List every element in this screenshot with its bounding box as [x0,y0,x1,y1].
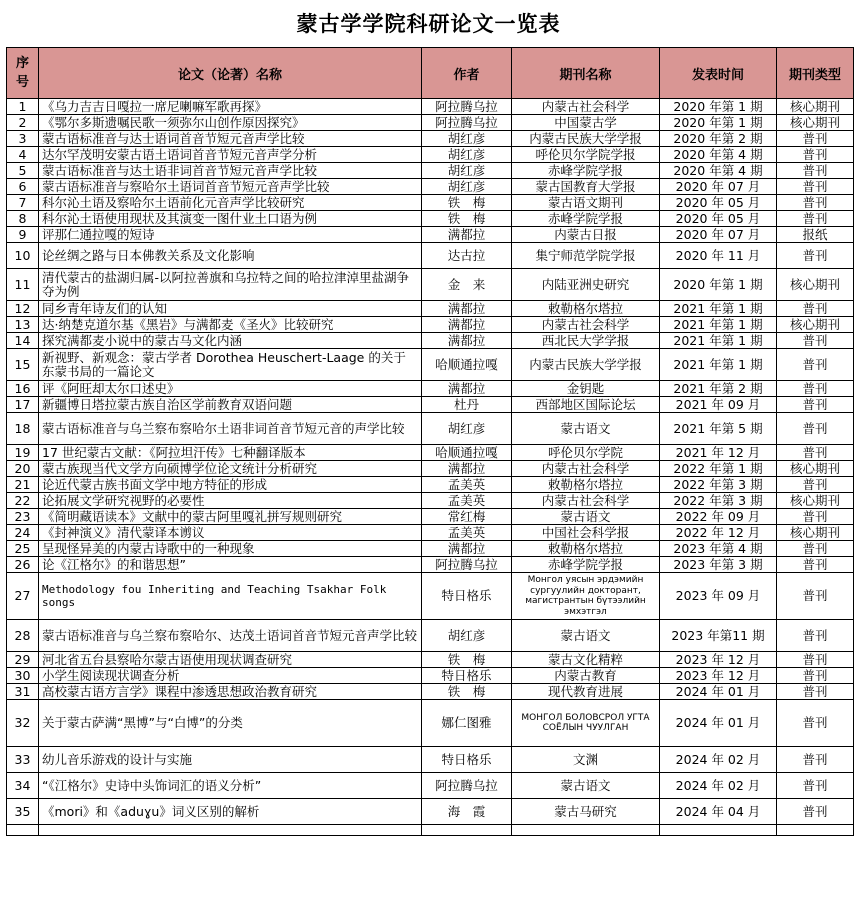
row-journal: Монгол уясын эрдэмийн сургуулийн докторант, магистрантын бүтээлийн эмхэтгэл [512,573,660,620]
row-type: 报纸 [777,227,854,243]
row-num: 2 [7,115,39,131]
table-row-empty [7,825,854,836]
row-num: 26 [7,557,39,573]
row-type: 普刊 [777,573,854,620]
row-num: 23 [7,509,39,525]
row-type: 核心期刊 [777,99,854,115]
table-row [7,477,854,493]
row-num: 7 [7,195,39,211]
row-date: 2023 年 12 月 [660,668,777,684]
row-type: 普刊 [777,684,854,700]
row-type: 普刊 [777,381,854,397]
row-type: 核心期刊 [777,115,854,131]
row-journal: 敕勒格尔塔拉 [512,477,660,493]
row-date: 2022 年 09 月 [660,509,777,525]
header-row [7,48,854,99]
row-title: Methodology fou Inheriting and Teaching Tsakhar Folk songs [39,573,422,620]
row-type: 普刊 [777,668,854,684]
row-author: 娜仁图雅 [422,700,512,747]
row-type: 普刊 [777,333,854,349]
row-journal: 赤峰学院学报 [512,163,660,179]
row-journal: 蒙古语文 [512,413,660,445]
papers-table [6,47,854,836]
row-date: 2022 年第 3 期 [660,477,777,493]
row-num: 3 [7,131,39,147]
row-date: 2020 年 05 月 [660,211,777,227]
row-title: 清代蒙古的盐湖归属-以阿拉善旗和乌拉特之间的哈拉津淖里盐湖争夺为例 [39,269,422,301]
row-num: 11 [7,269,39,301]
row-type: 核心期刊 [777,525,854,541]
table-row [7,684,854,700]
row-type: 普刊 [777,620,854,652]
row-journal: 西北民大学学报 [512,333,660,349]
table-row [7,349,854,381]
row-title: 蒙古族现当代文学方向硕博学位论文统计分析研究 [39,461,422,477]
table-row [7,397,854,413]
row-journal: 蒙古语文 [512,773,660,799]
row-title: 科尔沁土语及察哈尔土语前化元音声学比较研究 [39,195,422,211]
header-author: 作者 [422,48,512,99]
row-journal: 蒙古语文 [512,620,660,652]
row-type: 普刊 [777,509,854,525]
row-title: 《封神演义》清代蒙译本谫议 [39,525,422,541]
header-num: 序 号 [7,48,39,99]
row-author: 阿拉腾乌拉 [422,557,512,573]
row-num: 13 [7,317,39,333]
row-journal: 蒙古语文期刊 [512,195,660,211]
row-title: 《简明藏语读本》文献中的蒙古阿里嘎礼拼写规则研究 [39,509,422,525]
row-author: 特日格乐 [422,747,512,773]
row-type: 普刊 [777,799,854,825]
row-journal: 敕勒格尔塔拉 [512,541,660,557]
row-date: 2020 年第 4 期 [660,163,777,179]
row-num: 32 [7,700,39,747]
row-author: 满都拉 [422,227,512,243]
table-row [7,747,854,773]
row-num: 33 [7,747,39,773]
row-type: 普刊 [777,700,854,747]
table-row [7,269,854,301]
row-type: 核心期刊 [777,269,854,301]
row-title: 评《阿旺却太尔口述史》 [39,381,422,397]
row-num: 24 [7,525,39,541]
row-date: 2024 年 02 月 [660,773,777,799]
row-date: 2024 年 02 月 [660,747,777,773]
table-row [7,317,854,333]
row-date: 2020 年第 1 期 [660,99,777,115]
row-author: 满都拉 [422,301,512,317]
table-row [7,179,854,195]
row-journal: 敕勒格尔塔拉 [512,301,660,317]
row-type: 普刊 [777,747,854,773]
table-row [7,461,854,477]
row-num: 5 [7,163,39,179]
row-num: 31 [7,684,39,700]
table-row [7,700,854,747]
row-num: 27 [7,573,39,620]
row-author: 满都拉 [422,381,512,397]
row-type: 普刊 [777,301,854,317]
row-title: 蒙古语标准音与乌兰察布察哈尔土语非词首音节短元音的声学比较 [39,413,422,445]
row-type: 核心期刊 [777,317,854,333]
row-num: 1 [7,99,39,115]
row-journal: 内蒙古社会科学 [512,317,660,333]
row-journal: 西部地区国际论坛 [512,397,660,413]
table-row [7,147,854,163]
row-date: 2024 年 01 月 [660,684,777,700]
row-type: 核心期刊 [777,493,854,509]
row-title: “《江格尔》史诗中头饰词汇的语义分析” [39,773,422,799]
row-num: 25 [7,541,39,557]
row-num: 15 [7,349,39,381]
row-date: 2024 年 04 月 [660,799,777,825]
row-journal: 集宁师范学院学报 [512,243,660,269]
table-row [7,668,854,684]
row-type: 普刊 [777,413,854,445]
row-date: 2023 年 12 月 [660,652,777,668]
table-row [7,652,854,668]
row-title: 高校蒙古语方言学》课程中渗透思想政治教育研究 [39,684,422,700]
row-type: 普刊 [777,445,854,461]
row-title: 论近代蒙古族书面文学中地方特征的形成 [39,477,422,493]
row-title: 《mori》和《aduɣu》词义区别的解析 [39,799,422,825]
row-author: 铁 梅 [422,684,512,700]
table-row [7,525,854,541]
row-num: 10 [7,243,39,269]
row-date: 2022 年第 3 期 [660,493,777,509]
row-date: 2020 年 11 月 [660,243,777,269]
row-journal: 内蒙古教育 [512,668,660,684]
header-journal: 期刊名称 [512,48,660,99]
table-row [7,301,854,317]
row-journal: 蒙古文化精粹 [512,652,660,668]
row-title: 科尔沁土语使用现状及其演变一图什业土口语为例 [39,211,422,227]
row-author: 海 霞 [422,799,512,825]
row-journal: 内蒙古社会科学 [512,99,660,115]
row-type: 普刊 [777,131,854,147]
row-title: 呈现怪异美的内蒙古诗歌中的一种现象 [39,541,422,557]
row-journal: 赤峰学院学报 [512,211,660,227]
row-num: 12 [7,301,39,317]
table-row [7,99,854,115]
row-journal: 内蒙古社会科学 [512,461,660,477]
table-row [7,333,854,349]
row-author: 哈顺通拉嘎 [422,349,512,381]
table-row [7,227,854,243]
row-title: 关于蒙古萨满“黑博”与“白博”的分类 [39,700,422,747]
row-author: 胡红彦 [422,620,512,652]
row-title: 新疆博日塔拉蒙古族自治区学前教育双语问题 [39,397,422,413]
row-journal: МОНГОЛ БОЛОВСРОЛ УГТА СОЁЛЫН ЧУУЛГАН [512,700,660,747]
row-title: 达·纳楚克道尔基《黑岩》与满都麦《圣火》比较研究 [39,317,422,333]
row-title: 蒙古语标准音与达士语词首音节短元音声学比较 [39,131,422,147]
row-type: 普刊 [777,557,854,573]
row-date: 2020 年第 1 期 [660,115,777,131]
row-author: 孟美英 [422,493,512,509]
row-author: 胡红彦 [422,163,512,179]
row-title: 河北省五台县察哈尔蒙古语使用现状调查研究 [39,652,422,668]
row-author: 满都拉 [422,461,512,477]
row-author: 满都拉 [422,333,512,349]
row-date: 2020 年 07 月 [660,227,777,243]
page-title: 蒙古学学院科研论文一览表 [296,11,561,36]
row-title: 幼儿音乐游戏的设计与实施 [39,747,422,773]
row-author: 杜丹 [422,397,512,413]
row-date: 2023 年 09 月 [660,573,777,620]
row-type: 普刊 [777,211,854,227]
header-type: 期刊类型 [777,48,854,99]
row-type: 普刊 [777,541,854,557]
table-row [7,195,854,211]
table-row [7,493,854,509]
row-title: 蒙古语标准音与察哈尔土语词首音节短元音声学比较 [39,179,422,195]
table-row [7,243,854,269]
row-date: 2021 年第 1 期 [660,301,777,317]
table-row [7,445,854,461]
row-author: 孟美英 [422,525,512,541]
row-author: 铁 梅 [422,211,512,227]
row-journal: 中国蒙古学 [512,115,660,131]
row-author: 阿拉腾乌拉 [422,773,512,799]
row-num: 21 [7,477,39,493]
row-journal: 内陆亚洲史研究 [512,269,660,301]
row-author: 阿拉腾乌拉 [422,115,512,131]
row-date: 2021 年第 5 期 [660,413,777,445]
row-date: 2020 年 05 月 [660,195,777,211]
row-author: 胡红彦 [422,179,512,195]
table-row [7,115,854,131]
row-author: 满都拉 [422,317,512,333]
row-journal: 文渊 [512,747,660,773]
row-journal: 蒙古国教育大学报 [512,179,660,195]
table-row [7,573,854,620]
row-date: 2020 年第 1 期 [660,269,777,301]
row-date: 2023 年第11 期 [660,620,777,652]
row-author: 特日格乐 [422,668,512,684]
row-author: 特日格乐 [422,573,512,620]
row-date: 2022 年 12 月 [660,525,777,541]
row-title: 《乌力吉吉日嘎拉一席尼喇嘛军歌再探》 [39,99,422,115]
row-author: 胡红彦 [422,131,512,147]
row-date: 2020 年第 2 期 [660,131,777,147]
row-date: 2021 年第 1 期 [660,317,777,333]
row-type: 普刊 [777,652,854,668]
row-title: 《鄂尔多斯遗嘱民歌一须弥尔山创作原因探究》 [39,115,422,131]
row-journal: 内蒙古民族大学学报 [512,349,660,381]
table-row [7,557,854,573]
row-journal: 现代教育进展 [512,684,660,700]
row-type: 普刊 [777,243,854,269]
row-date: 2023 年第 4 期 [660,541,777,557]
row-journal: 呼伦贝尔学院学报 [512,147,660,163]
table-row [7,381,854,397]
row-num: 8 [7,211,39,227]
row-title: 蒙古语标准音与达土语非词首音节短元音声学比较 [39,163,422,179]
table-row [7,541,854,557]
row-author: 哈顺通拉嘎 [422,445,512,461]
row-num: 35 [7,799,39,825]
row-num: 18 [7,413,39,445]
header-title: 论文（论著）名称 [39,48,422,99]
row-author: 达古拉 [422,243,512,269]
row-title: 蒙古语标准音与乌兰察布察哈尔、达茂土语词首音节短元音声学比较 [39,620,422,652]
row-journal: 内蒙古社会科学 [512,493,660,509]
row-journal: 赤峰学院学报 [512,557,660,573]
row-num: 34 [7,773,39,799]
row-journal: 蒙古马研究 [512,799,660,825]
row-type: 核心期刊 [777,461,854,477]
row-author: 胡红彦 [422,413,512,445]
row-num: 30 [7,668,39,684]
row-title: 同乡青年诗友们的认知 [39,301,422,317]
row-title: 论拓展文学研究视野的必要性 [39,493,422,509]
row-author: 孟美英 [422,477,512,493]
row-date: 2021 年 12 月 [660,445,777,461]
row-author: 胡红彦 [422,147,512,163]
row-date: 2021 年第 2 期 [660,381,777,397]
row-journal: 内蒙古民族大学学报 [512,131,660,147]
row-date: 2020 年第 4 期 [660,147,777,163]
row-num: 17 [7,397,39,413]
table-row [7,799,854,825]
row-title: 评那仁通拉嘎的短诗 [39,227,422,243]
row-type: 普刊 [777,397,854,413]
row-title: 17 世纪蒙古文献：《阿拉坦汗传》七种翻译版本 [39,445,422,461]
row-type: 普刊 [777,477,854,493]
row-title: 论丝绸之路与日本佛教关系及文化影响 [39,243,422,269]
row-type: 普刊 [777,179,854,195]
table-row [7,509,854,525]
table-row [7,413,854,445]
row-title: 论《江格尔》的和谐思想” [39,557,422,573]
row-num: 14 [7,333,39,349]
row-num: 9 [7,227,39,243]
row-date: 2021 年第 1 期 [660,333,777,349]
row-date: 2024 年 01 月 [660,700,777,747]
row-num: 28 [7,620,39,652]
row-num: 22 [7,493,39,509]
row-type: 普刊 [777,163,854,179]
row-journal: 蒙古语文 [512,509,660,525]
row-author: 金 来 [422,269,512,301]
row-author: 铁 梅 [422,652,512,668]
row-type: 普刊 [777,195,854,211]
row-type: 普刊 [777,773,854,799]
row-date: 2022 年第 1 期 [660,461,777,477]
row-type: 普刊 [777,349,854,381]
row-num: 20 [7,461,39,477]
table-row [7,773,854,799]
row-num: 29 [7,652,39,668]
row-author: 铁 梅 [422,195,512,211]
row-author: 常红梅 [422,509,512,525]
row-author: 满都拉 [422,541,512,557]
row-num: 6 [7,179,39,195]
table-row [7,211,854,227]
table-row [7,163,854,179]
row-title: 达尔罕茂明安蒙古语土语词首音节短元音声学分析 [39,147,422,163]
row-title: 探究满都麦小说中的蒙古马文化内涵 [39,333,422,349]
row-num: 16 [7,381,39,397]
row-journal: 金钥匙 [512,381,660,397]
row-date: 2021 年第 1 期 [660,349,777,381]
row-date: 2020 年 07 月 [660,179,777,195]
row-journal: 内蒙古日报 [512,227,660,243]
row-date: 2021 年 09 月 [660,397,777,413]
row-title: 新视野、新观念：蒙古学者 Dorothea Heuschert-Laage 的关于东蒙书局的一篇论文 [39,349,422,381]
row-num: 4 [7,147,39,163]
header-date: 发表时间 [660,48,777,99]
row-journal: 呼伦贝尔学院 [512,445,660,461]
row-title: 小学生阅读现状调查分析 [39,668,422,684]
row-journal: 中国社会科学报 [512,525,660,541]
row-date: 2023 年第 3 期 [660,557,777,573]
row-type: 普刊 [777,147,854,163]
row-author: 阿拉腾乌拉 [422,99,512,115]
table-row [7,131,854,147]
table-row [7,620,854,652]
row-num: 19 [7,445,39,461]
